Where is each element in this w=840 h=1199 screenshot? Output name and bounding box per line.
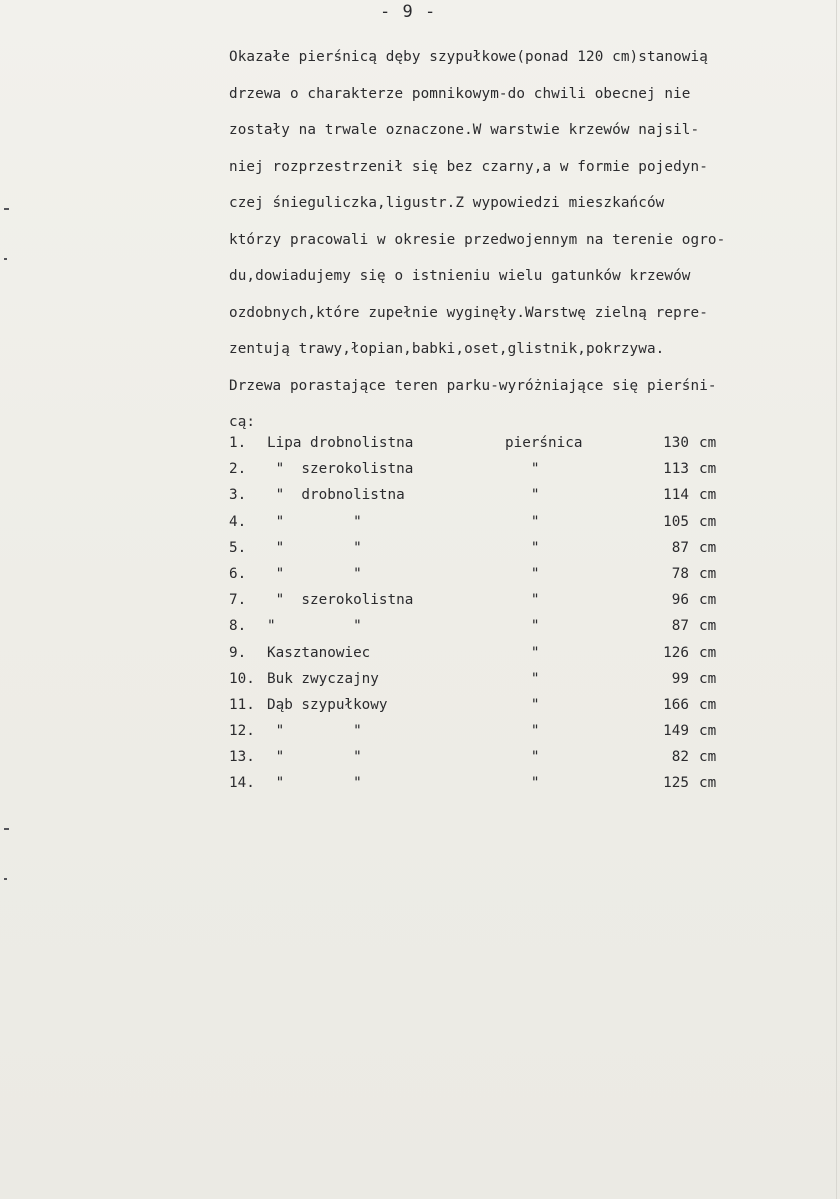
- tree-number: 2.: [229, 461, 247, 478]
- tree-unit: cm: [699, 513, 717, 530]
- tree-measure: ": [505, 618, 540, 635]
- paragraph-line: zentują trawy,łopian,babki,oset,glistnik,pokrzywa.: [229, 341, 665, 357]
- tree-measure: ": [505, 513, 540, 530]
- tree-number: 3.: [229, 487, 247, 504]
- tree-species: Lipa drobnolistna: [267, 435, 414, 451]
- tree-girth-value: 105: [663, 513, 689, 530]
- tree-girth-value: 114: [663, 487, 689, 504]
- paragraph-line: którzy pracowali w okresie przedwojennym na terenie ogro-: [229, 231, 726, 248]
- margin-mark: [4, 258, 7, 260]
- tree-species: " ": [267, 618, 362, 635]
- tree-row: [229, 482, 829, 508]
- tree-species: " szerokolistna: [267, 461, 414, 478]
- tree-row: [229, 640, 829, 666]
- tree-measure: ": [505, 539, 540, 556]
- tree-row: [229, 587, 829, 613]
- tree-number: 14.: [229, 775, 255, 792]
- tree-girth-value: 126: [663, 644, 689, 661]
- tree-species: " ": [267, 723, 362, 740]
- tree-measure: ": [505, 644, 540, 661]
- tree-species: " drobnolistna: [267, 487, 405, 504]
- tree-species: " ": [267, 539, 362, 556]
- tree-measure: ": [505, 487, 540, 504]
- tree-unit: cm: [699, 670, 717, 687]
- tree-number: 10.: [229, 670, 255, 687]
- tree-row: [229, 770, 829, 796]
- tree-row: [229, 430, 829, 456]
- tree-girth-value: 113: [663, 461, 689, 478]
- tree-row: [229, 692, 829, 718]
- tree-measure: ": [505, 461, 540, 478]
- paragraph-line: niej rozprzestrzenił się bez czarny,a w formie pojedyn-: [229, 158, 708, 175]
- tree-number: 9.: [229, 644, 247, 661]
- tree-row: [229, 456, 829, 482]
- tree-measure: ": [505, 696, 540, 713]
- tree-species: " szerokolistna: [267, 592, 414, 609]
- page-number: - 9 -: [380, 2, 437, 22]
- tree-number: 8.: [229, 618, 247, 635]
- tree-unit: cm: [699, 461, 717, 478]
- tree-species: " ": [267, 749, 362, 766]
- tree-measure: ": [505, 592, 540, 609]
- tree-row: [229, 613, 829, 639]
- tree-number: 6.: [229, 565, 247, 582]
- paragraph-line: czej śnieguliczka,ligustr.Z wypowiedzi mieszkańców: [229, 195, 665, 211]
- tree-measure: ": [505, 565, 540, 582]
- tree-girth-value: 82: [671, 749, 689, 766]
- tree-measure: ": [505, 775, 540, 792]
- page-edge-line: [836, 0, 837, 1199]
- tree-row: [229, 535, 829, 561]
- tree-species: " ": [267, 775, 362, 792]
- tree-species: Kasztanowiec: [267, 644, 371, 661]
- tree-list: [229, 430, 829, 797]
- paragraph-line: Okazałe pierśnicą dęby szypułkowe(ponad 120 cm)stanowią: [229, 49, 708, 65]
- tree-unit: cm: [699, 775, 717, 792]
- tree-number: 7.: [229, 592, 247, 609]
- margin-mark: [4, 208, 9, 210]
- tree-row: [229, 718, 829, 744]
- tree-row: [229, 561, 829, 587]
- paragraph-line: zostały na trwale oznaczone.W warstwie krzewów najsil-: [229, 122, 700, 138]
- tree-girth-value: 96: [671, 592, 689, 609]
- tree-measure: ": [505, 670, 540, 687]
- tree-number: 12.: [229, 723, 255, 740]
- tree-measure: ": [505, 723, 540, 740]
- tree-row: [229, 744, 829, 770]
- tree-number: 11.: [229, 696, 255, 713]
- tree-unit: cm: [699, 592, 717, 609]
- tree-number: 5.: [229, 539, 247, 556]
- paragraph-line: Drzewa porastające teren parku-wyróżniające się pierśni-: [229, 377, 717, 394]
- tree-measure: ": [505, 749, 540, 766]
- tree-unit: cm: [699, 539, 717, 556]
- tree-number: 1.: [229, 435, 247, 451]
- tree-girth-value: 166: [663, 696, 689, 713]
- paragraph: [229, 44, 834, 446]
- tree-unit: cm: [699, 435, 717, 451]
- tree-species: " ": [267, 513, 362, 530]
- tree-measure: pierśnica: [505, 435, 583, 451]
- tree-species: Buk zwyczajny: [267, 670, 379, 687]
- tree-unit: cm: [699, 565, 717, 582]
- tree-number: 13.: [229, 749, 255, 766]
- tree-unit: cm: [699, 749, 717, 766]
- margin-mark: [4, 878, 7, 880]
- margin-mark: [4, 828, 9, 830]
- tree-species: Dąb szypułkowy: [267, 696, 388, 713]
- tree-unit: cm: [699, 487, 717, 504]
- tree-girth-value: 78: [671, 565, 689, 582]
- paragraph-line: du,dowiadujemy się o istnieniu wielu gatunków krzewów: [229, 268, 691, 284]
- tree-girth-value: 87: [671, 539, 689, 556]
- tree-girth-value: 87: [671, 618, 689, 635]
- tree-girth-value: 130: [663, 435, 689, 451]
- tree-girth-value: 149: [663, 723, 689, 740]
- tree-row: [229, 509, 829, 535]
- tree-unit: cm: [699, 618, 717, 635]
- tree-girth-value: 125: [663, 775, 689, 792]
- tree-unit: cm: [699, 696, 717, 713]
- tree-species: " ": [267, 565, 362, 582]
- tree-girth-value: 99: [671, 670, 689, 687]
- tree-row: [229, 666, 829, 692]
- tree-unit: cm: [699, 723, 717, 740]
- tree-number: 4.: [229, 513, 247, 530]
- tree-unit: cm: [699, 644, 717, 661]
- paragraph-line: cą:: [229, 414, 256, 430]
- paragraph-line: drzewa o charakterze pomnikowym-do chwili obecnej nie: [229, 85, 691, 102]
- paragraph-line: ozdobnych,które zupełnie wyginęły.Warstwę zielną repre-: [229, 304, 708, 321]
